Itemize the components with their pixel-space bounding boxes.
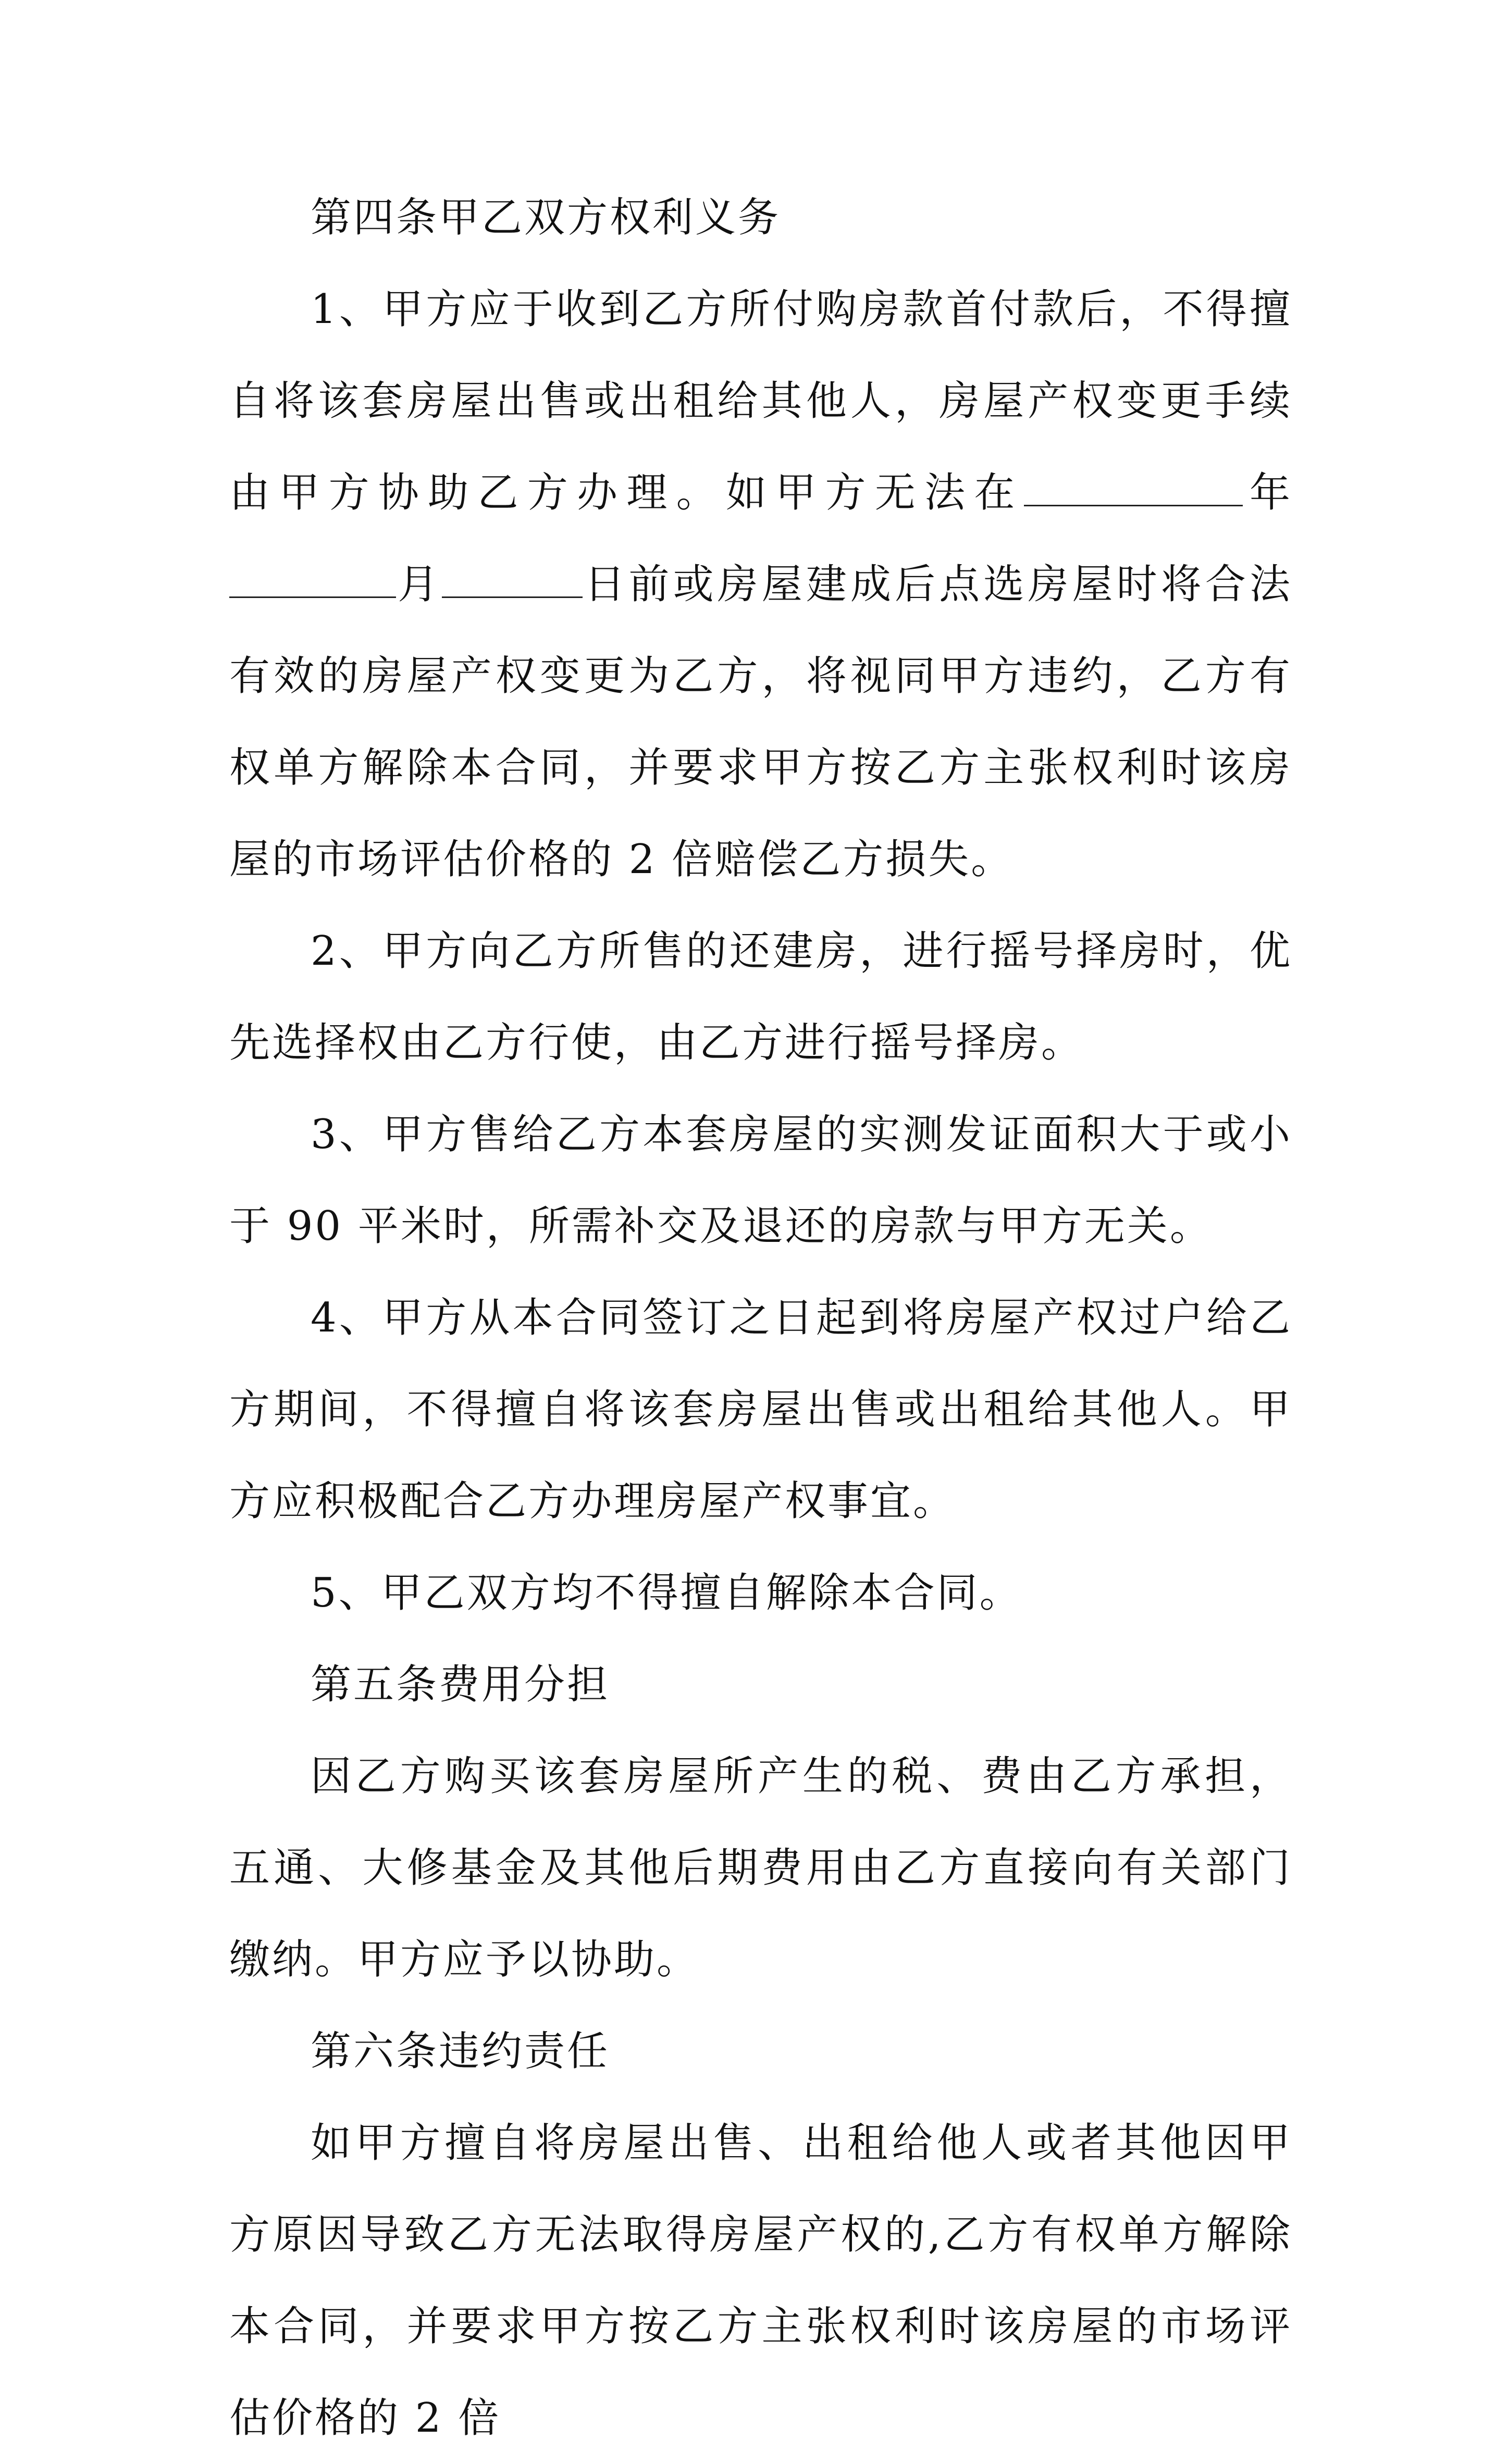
article-4-item-2: 2、甲方向乙方所售的还建房，进行摇号择房时，优先选择权由乙方行使，由乙方进行摇号择房。 — [229, 928, 1292, 1066]
item-1-text-b: 日前或房屋建成后点选房屋时将合法有效的房屋产权变更为乙方，将视同甲方违约，乙方有权单方解除本合同，并要求甲方按乙方主张权利时该房屋的市场评估价格的 2 倍赔偿乙方损失。 — [229, 561, 1292, 883]
month-blank — [229, 560, 396, 598]
month-label: 月 — [396, 561, 442, 608]
year-label: 年 — [1242, 469, 1292, 516]
day-blank — [442, 560, 583, 598]
article-4-item-1 — [229, 264, 1292, 905]
article-5-title: 第五条费用分担 — [311, 1661, 610, 1708]
article-5-text: 因乙方购买该套房屋所产生的税、费由乙方承担，五通、大修基金及其他后期费用由乙方直接向有关部门缴纳。甲方应予以协助。 — [229, 1753, 1292, 1983]
item-1-text-a: 1、甲方应于收到乙方所付购房款首付款后，不得擅自将该套房屋出售或出租给其他人，房屋产权变更手续由甲方协助乙方办理。如甲方无法在 — [229, 286, 1292, 516]
article-4-title: 第四条甲乙双方权利义务 — [311, 194, 781, 241]
article-4-item-3: 3、甲方售给乙方本套房屋的实测发证面积大于或小于 90 平米时，所需补交及退还的房款与甲方无关。 — [229, 1111, 1292, 1250]
year-blank — [1024, 468, 1243, 506]
article-4-item-4: 4、甲方从本合同签订之日起到将房屋产权过户给乙方期间，不得擅自将该套房屋出售或出租给其他人。甲方应积极配合乙方办理房屋产权事宜。 — [229, 1295, 1292, 1525]
article-4-item-5: 5、甲乙双方均不得擅自解除本合同。 — [311, 1570, 1022, 1616]
article-6-text: 如甲方擅自将房屋出售、出租给他人或者其他因甲方原因导致乙方无法取得房屋产权的,乙方有权单方解除本合同，并要求甲方按乙方主张权利时该房屋的市场评估价格的 2 倍 — [229, 2120, 1292, 2442]
article-6-title: 第六条违约责任 — [311, 2028, 610, 2075]
document-body — [229, 172, 1292, 2464]
